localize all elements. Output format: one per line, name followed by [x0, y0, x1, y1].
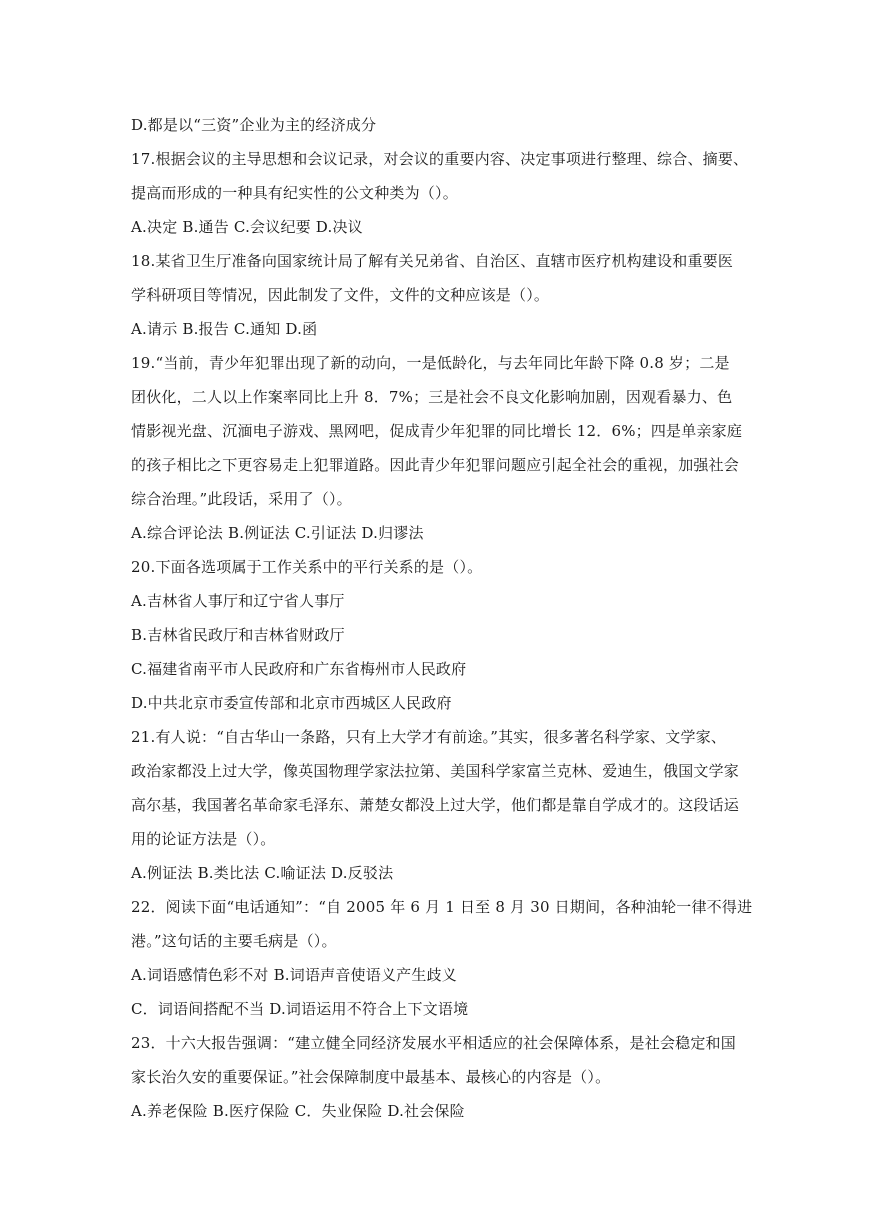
question-19-line-4: 的孩子相比之下更容易走上犯罪道路。因此青少年犯罪问题应引起全社会的重视，加强社会 — [131, 456, 740, 474]
question-23-options: A.养老保险 B.医疗保险 C．失业保险 D.社会保险 — [131, 1102, 465, 1120]
question-22-options-ab: A.词语感情色彩不对 B.词语声音使语义产生歧义 — [131, 966, 457, 984]
option-line-d: D.都是以“三资”企业为主的经济成分 — [131, 116, 377, 134]
question-20-option-b: B.吉林省民政厅和吉林省财政厅 — [131, 626, 345, 644]
question-20-option-c: C.福建省南平市人民政府和广东省梅州市人民政府 — [131, 660, 467, 678]
question-17-line-1: 17.根据会议的主导思想和会议记录，对会议的重要内容、决定事项进行整理、综合、摘要、 — [131, 150, 749, 168]
question-21-options: A.例证法 B.类比法 C.喻证法 D.反驳法 — [131, 864, 394, 882]
question-19-options: A.综合评论法 B.例证法 C.引证法 D.归谬法 — [131, 524, 424, 542]
question-17-options: A.决定 B.通告 C.会议纪要 D.决议 — [131, 218, 363, 236]
question-21-line-2: 政治家都没上过大学，像英国物理学家法拉第、美国科学家富兰克林、爱迪生，俄国文学家 — [131, 762, 740, 780]
question-21-line-1: 21.有人说：“自古华山一条路，只有上大学才有前途。”其实，很多著名科学家、文学家、 — [131, 728, 727, 746]
question-21-line-3: 高尔基，我国著名革命家毛泽东、萧楚女都没上过大学，他们都是靠自学成才的。这段话运 — [131, 796, 740, 814]
document-body — [131, 108, 771, 1128]
question-22-line-1: 22．阅读下面“电话通知”：“自 2005 年 6 月 1 日至 8 月 30 日期间，各种油轮一律不得进 — [131, 898, 753, 916]
question-21-line-4: 用的论证方法是（）。 — [131, 830, 276, 848]
question-20-option-d: D.中共北京市委宣传部和北京市西城区人民政府 — [131, 694, 452, 712]
question-20-option-a: A.吉林省人事厅和辽宁省人事厅 — [131, 592, 345, 610]
question-22-options-cd: C．词语间搭配不当 D.词语运用不符合上下文语境 — [131, 1000, 469, 1018]
question-23-line-1: 23．十六大报告强调：“建立健全同经济发展水平相适应的社会保障体系，是社会稳定和国 — [131, 1034, 736, 1052]
question-20-stem: 20.下面各选项属于工作关系中的平行关系的是（）。 — [131, 558, 483, 576]
question-19-line-3: 情影视光盘、沉湎电子游戏、黑网吧，促成青少年犯罪的同比增长 12．6%；四是单亲家庭 — [131, 422, 743, 440]
question-19-line-1: 19.“当前，青少年犯罪出现了新的动向，一是低龄化，与去年同比年龄下降 0.8 岁；二是 — [131, 354, 730, 372]
question-23-line-2: 家长治久安的重要保证。”社会保障制度中最基本、最核心的内容是（）。 — [131, 1068, 611, 1086]
question-22-line-2: 港。”这句话的主要毛病是（）。 — [131, 932, 337, 950]
question-18-line-2: 学科研项目等情况，因此制发了文件，文件的文种应该是（）。 — [131, 286, 550, 304]
question-17-line-2: 提高而形成的一种具有纪实性的公文种类为（）。 — [131, 184, 458, 202]
question-18-options: A.请示 B.报告 C.通知 D.函 — [131, 320, 318, 338]
question-19-line-2: 团伙化，二人以上作案率同比上升 8．7%；三是社会不良文化影响加剧，因观看暴力、色 — [131, 388, 733, 406]
question-18-line-1: 18.某省卫生厅准备向国家统计局了解有关兄弟省、自治区、直辖市医疗机构建设和重要医 — [131, 252, 734, 270]
question-19-line-5: 综合治理。”此段话，采用了（）。 — [131, 490, 352, 508]
